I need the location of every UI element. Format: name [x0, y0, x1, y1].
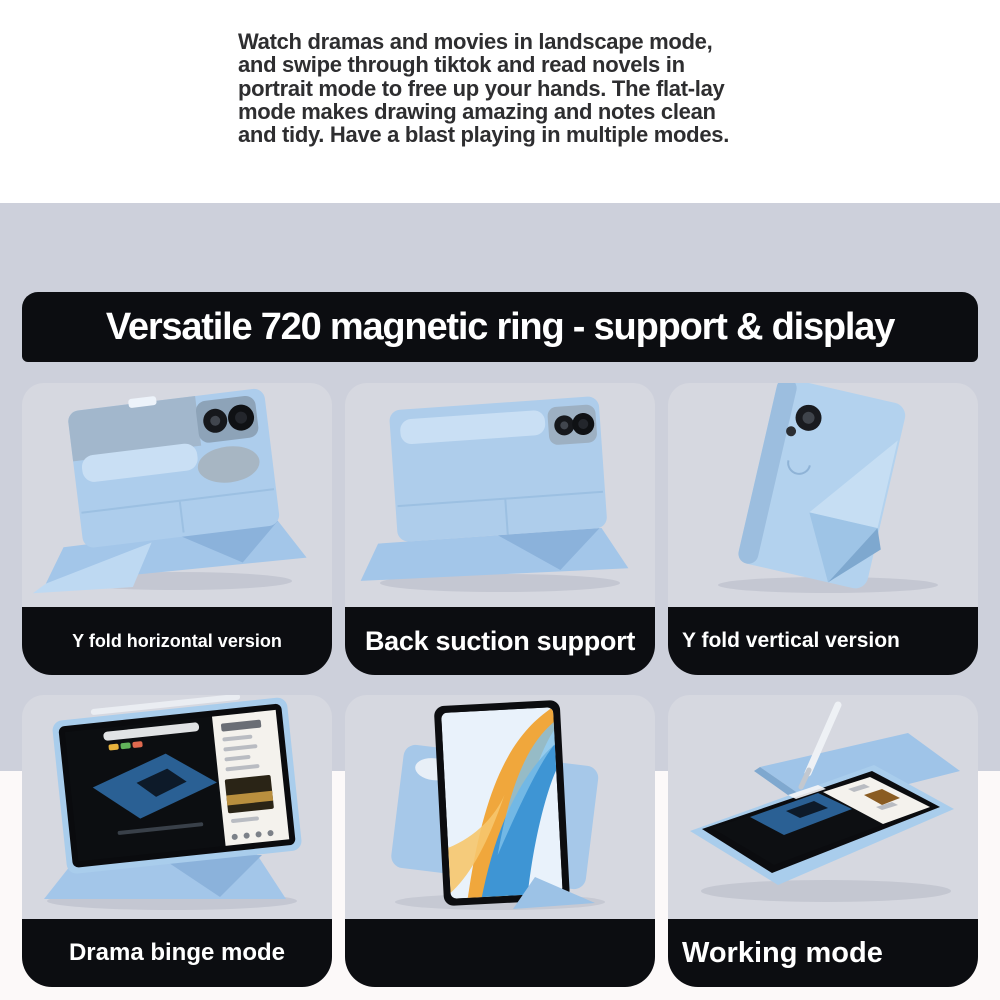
- panel-label-text: Y fold horizontal version: [72, 630, 282, 651]
- panel-label-text: Drama binge mode: [68, 939, 286, 966]
- product-photo-portrait-display: [345, 695, 655, 919]
- panel-label: [668, 919, 978, 987]
- product-photo-back-suction: [345, 383, 655, 607]
- intro-line: Watch dramas and movies in landscape mode,: [238, 29, 713, 54]
- intro-line: portrait mode to free up your hands. The flat-lay: [238, 75, 725, 101]
- product-photo-drama-binge: [22, 695, 332, 919]
- panel-portrait-display: [345, 695, 655, 987]
- panel-label: [345, 919, 655, 987]
- panel-label-text: Back suction support: [364, 625, 636, 656]
- panel-label-text: Y fold vertical version: [682, 629, 900, 652]
- tablet-case-back-suction-illustration: [345, 383, 655, 607]
- panel-label: [22, 919, 332, 987]
- panel-label: [22, 607, 332, 675]
- product-photo-y-fold-horizontal: [22, 383, 332, 607]
- intro-line: mode makes drawing amazing and notes clean: [238, 98, 716, 124]
- panel-label: [668, 607, 978, 675]
- intro-line: and swipe through tiktok and read novels in: [238, 52, 685, 78]
- product-photo-working-mode: [668, 695, 978, 919]
- panel-label-text: Working mode: [682, 936, 883, 969]
- intro-line: and tidy. Have a blast playing in multiple modes.: [238, 122, 729, 148]
- tablet-video-mode-illustration: [22, 695, 332, 919]
- panel-label: [345, 607, 655, 675]
- feature-banner-title: Versatile 720 magnetic ring - support & display: [105, 305, 895, 348]
- intro-paragraph: [238, 30, 838, 146]
- feature-banner: [22, 292, 978, 362]
- tablet-case-back-horizontal-illustration: [22, 383, 332, 607]
- tablet-portrait-stand-illustration: [345, 695, 655, 919]
- panel-working-mode: [668, 695, 978, 987]
- tablet-case-back-vertical-illustration: [668, 383, 978, 607]
- product-photo-y-fold-vertical: [668, 383, 978, 607]
- panel-y-fold-horizontal: [22, 383, 332, 675]
- panel-y-fold-vertical: [668, 383, 978, 675]
- tablet-flat-lay-illustration: [668, 695, 978, 919]
- panel-drama-binge: [22, 695, 332, 987]
- panel-back-suction: [345, 383, 655, 675]
